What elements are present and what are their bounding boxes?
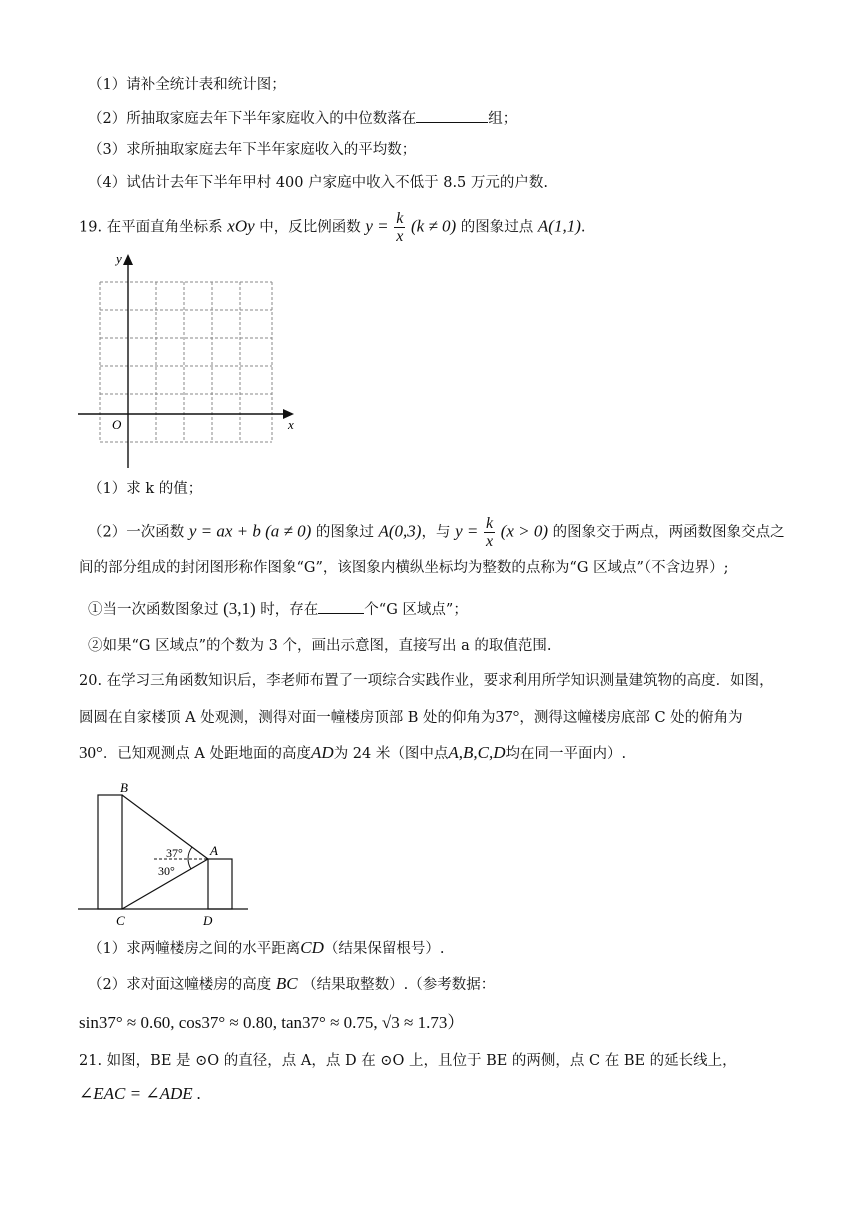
q19-sub1: ①当一次函数图象过 (3,1) 时，存在 个“G 区域点”； — [88, 599, 468, 618]
q19-part1: （1）求 k 的值； — [88, 481, 203, 497]
q20-part1: （1）求两幢楼房之间的水平距离CD（结果保留根号）. — [88, 938, 445, 957]
q18-part3: （3）求所抽取家庭去年下半年家庭收入的平均数； — [88, 142, 417, 158]
sight-line-ab — [122, 795, 208, 859]
angle-arc-37 — [188, 847, 192, 859]
q18-part2: （2）所抽取家庭去年下半年家庭收入的中位数落在 组； — [88, 106, 517, 130]
dashed-grid — [100, 282, 272, 442]
q20-part2: （2）求对面这幢楼房的高度 BC （结果取整数）.（参考数据： — [88, 974, 496, 993]
x-axis-label: x — [288, 417, 294, 432]
fraction-k-over-x: $\frac{k}{x}$ — [396, 210, 404, 245]
q20-line2: 圆圆在自家楼顶 A 处观测，测得对面一幢楼房顶部 B 处的仰角为37°，测得这幢楼房底部 C 处的俯角为 — [79, 707, 743, 726]
q19-sub2: ②如果“G 区域点”的个数为 3 个，画出示意图，直接写出 a 的取值范围. — [88, 638, 552, 654]
label-a: A — [210, 843, 218, 858]
y-axis-label: y — [116, 251, 122, 266]
q19-stem: 19. 在平面直角坐标系 xOy 中，反比例函数 y = $\frac{k}{x}$ (k ≠ 0) 的图象过点 A(1,1). — [79, 210, 586, 245]
q21-line1: 21. 如图，BE 是 ⊙O 的直径，点 A，点 D 在 ⊙O 上，且位于 BE 的两侧，点 C 在 BE 的延长线上， — [79, 1053, 737, 1069]
answer-blank-2[interactable] — [318, 597, 364, 614]
building-bc — [98, 795, 122, 909]
q18-part4: （4）试估计去年下半年甲村 400 户家庭中收入不低于 8.5 万元的户数. — [88, 175, 549, 191]
label-37: 37° — [166, 846, 183, 860]
q18-part1: （1）请补全统计表和统计图； — [88, 77, 286, 93]
q19-part2-line2: 间的部分组成的封闭图形称作图象“G”，该图象内横纵坐标均为整数的点称为“G 区域点”（不含边界）; — [79, 560, 729, 576]
origin-label: O — [112, 417, 122, 432]
q21-line2: ∠EAC = ∠ADE . — [79, 1084, 202, 1103]
q20-line3: 30°．已知观测点 A 处距地面的高度AD为 24 米（图中点A,B,C,D均在同一平面内）. — [79, 743, 627, 762]
coordinate-grid-figure — [72, 248, 302, 472]
label-c: C — [116, 913, 125, 928]
label-d: D — [203, 913, 213, 928]
y-axis-arrow-icon — [123, 254, 133, 265]
q20-reference-data: sin37° ≈ 0.60, cos37° ≈ 0.80, tan37° ≈ 0.75, √3 ≈ 1.73） — [79, 1013, 465, 1032]
q19-part2: （2）一次函数 y = ax + b (a ≠ 0) 的图象过 A(0,3)，与 y = $\frac{k}{x}$ (x > 0) 的图象交于两点，两函数图象交点之 — [88, 515, 785, 550]
label-b: B — [120, 780, 128, 795]
buildings-figure — [74, 778, 254, 930]
angle-arc-30 — [188, 859, 191, 869]
fraction-k-over-x-2: $\frac{k}{x}$ — [485, 515, 494, 550]
building-ad — [208, 859, 232, 909]
label-30: 30° — [158, 864, 175, 878]
q20-line1: 20. 在学习三角函数知识后，李老师布置了一项综合实践作业，要求利用所学知识测量建筑物的高度．如图， — [79, 673, 774, 689]
answer-blank[interactable] — [416, 106, 488, 123]
